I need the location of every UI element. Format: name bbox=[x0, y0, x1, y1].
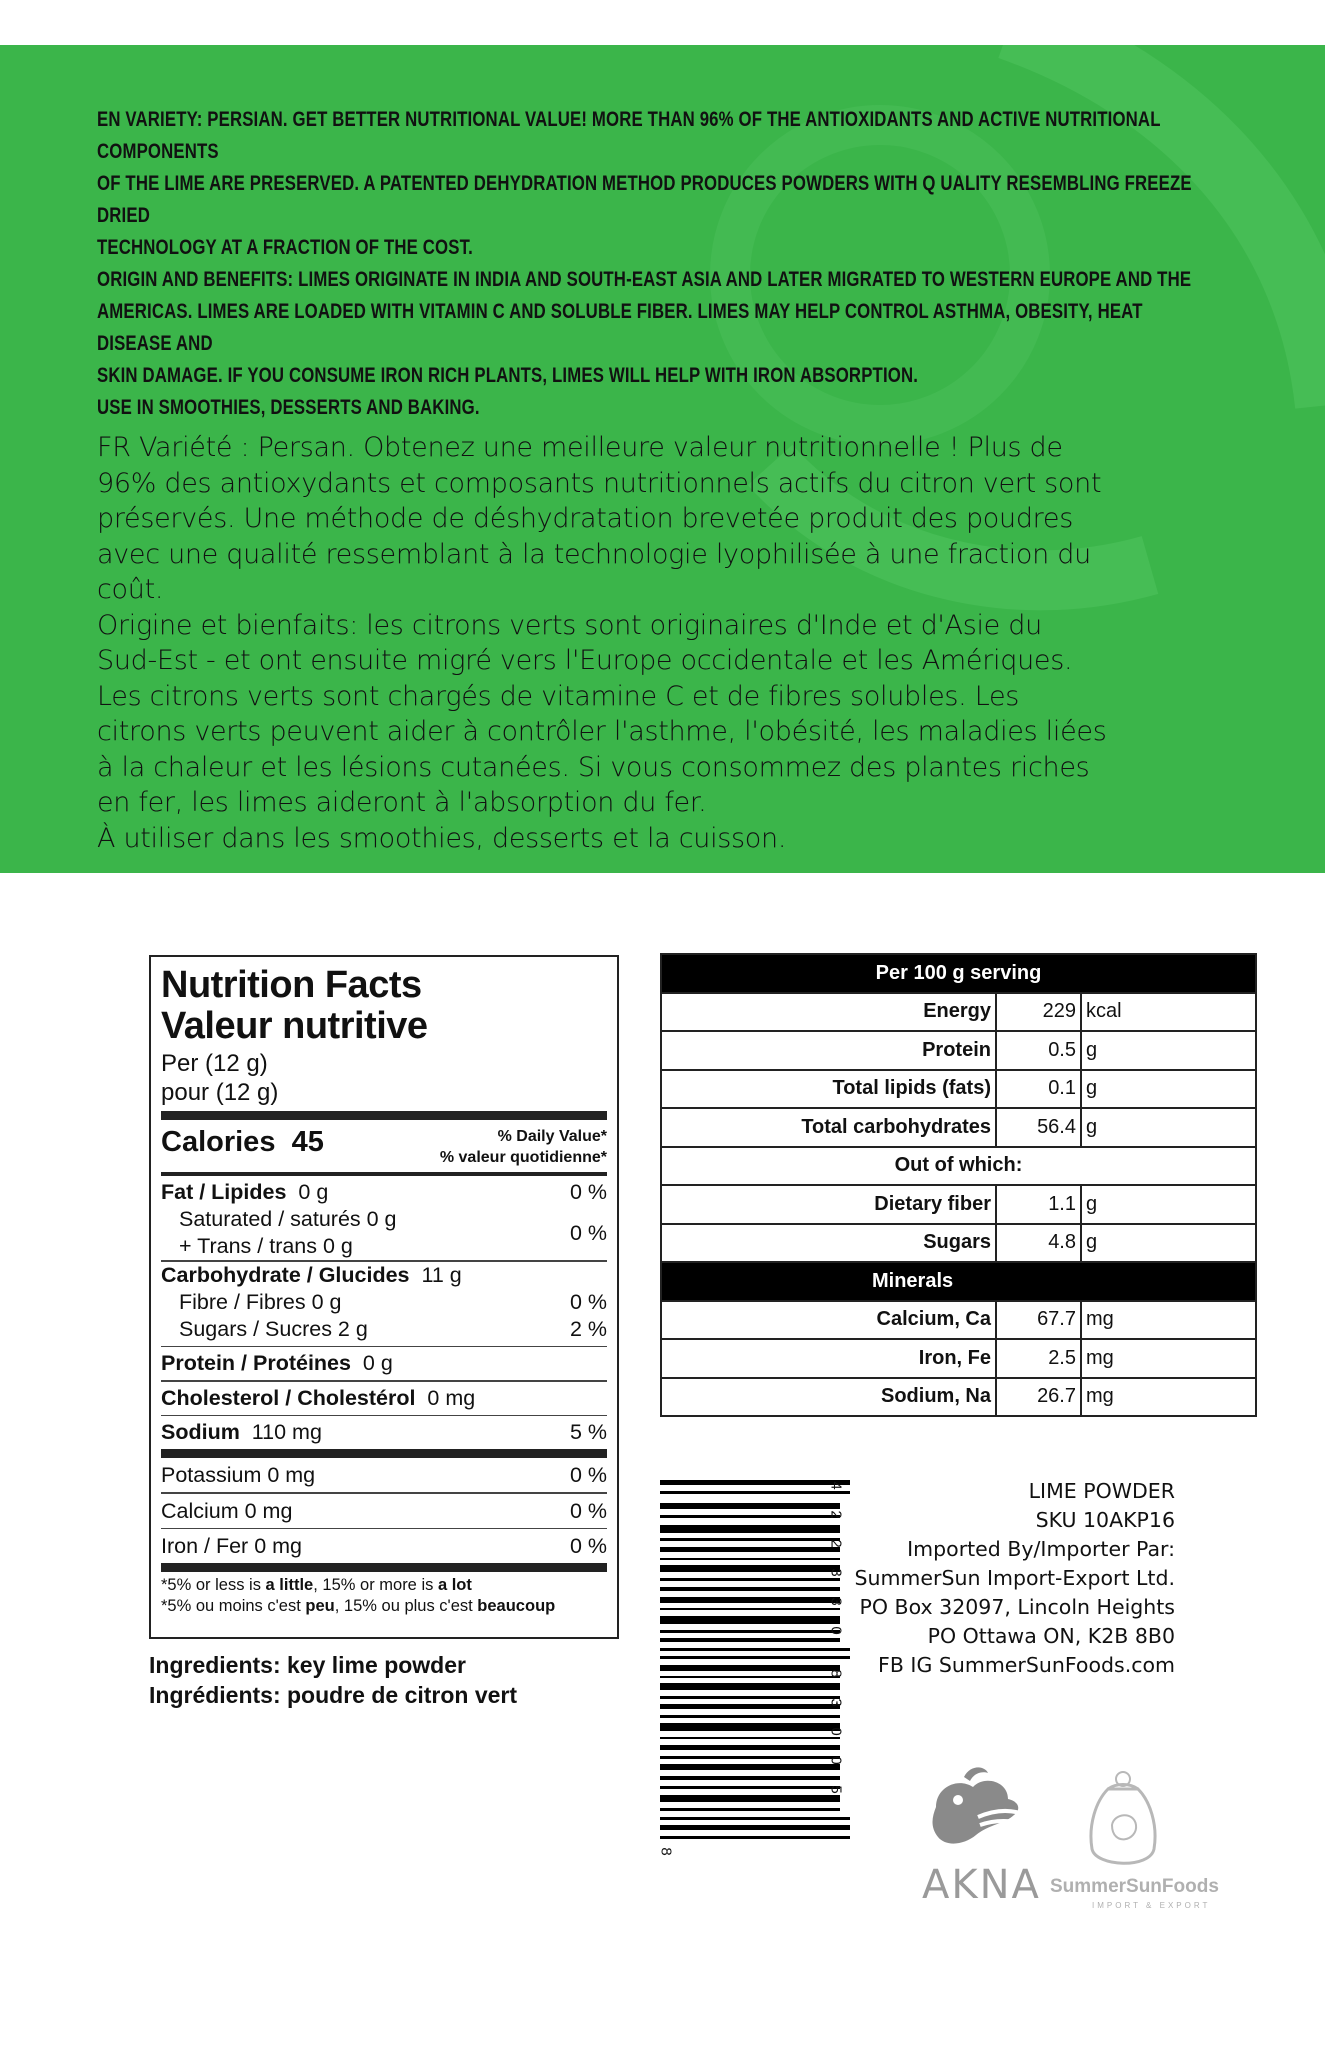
trans-row bbox=[161, 1233, 607, 1260]
row-label: Total carbohydrates bbox=[661, 1108, 996, 1147]
fr-line: Les citrons verts sont chargés de vitamine C et de fibres solubles. Les bbox=[97, 680, 1020, 712]
row-unit: g bbox=[1081, 1070, 1256, 1109]
cholesterol-label: Cholesterol / Cholestérol bbox=[161, 1385, 416, 1410]
barcode-digit: 2 bbox=[827, 1539, 845, 1548]
iron-row bbox=[161, 1529, 607, 1563]
akna-bird-logo-icon bbox=[918, 1765, 1028, 1860]
en-line: OF THE LIME ARE PRESERVED. A PATENTED DEHYDRATION METHOD PRODUCES POWDERS WITH Q UALITY RESEMBLING FREEZE DRIED bbox=[97, 171, 1192, 227]
divider bbox=[161, 1111, 607, 1120]
iron-label: Iron / Fer 0 mg bbox=[161, 1534, 302, 1558]
sku: SKU 10AKP16 bbox=[1035, 1508, 1175, 1532]
fr-line: citrons verts peuvent aider à contrôler l'asthme, l'obésité, les maladies liées bbox=[97, 716, 1107, 747]
en-line: AMERICAS. LIMES ARE LOADED WITH VITAMIN C AND SOLUBLE FIBER. LIMES MAY HELP CONTROL ASTHMA, OBESITY, HEAT DISEASE AND bbox=[97, 299, 1143, 355]
row-unit: g bbox=[1081, 1108, 1256, 1147]
row-label: Iron, Fe bbox=[661, 1339, 996, 1378]
row-value: 229 bbox=[996, 993, 1081, 1032]
fr-line: coût. bbox=[97, 574, 164, 605]
row-value: 67.7 bbox=[996, 1301, 1081, 1340]
fat-dv: 0 % bbox=[569, 1180, 607, 1204]
calories-value: 45 bbox=[291, 1126, 324, 1158]
en-line: EN VARIETY: PERSIAN. GET BETTER NUTRITIONAL VALUE! MORE THAN 96% OF THE ANTIOXIDANTS AND ACTIVE NUTRITIONAL COMPONENTS bbox=[97, 107, 1161, 163]
table-row bbox=[661, 1108, 1256, 1147]
cholesterol-value: 0 mg bbox=[427, 1385, 476, 1410]
fibre-label: Fibre / Fibres 0 g bbox=[179, 1289, 342, 1314]
calories-row bbox=[161, 1120, 607, 1172]
barcode-digit: 3 bbox=[827, 1568, 845, 1577]
carbohydrate-label: Carbohydrate / Glucides bbox=[161, 1262, 410, 1287]
ingredients-fr: Ingrédients: poudre de citron vert bbox=[149, 1682, 518, 1708]
sugars-label: Sugars / Sucres 2 g bbox=[179, 1316, 368, 1341]
french-description bbox=[97, 430, 1257, 856]
product-name: LIME POWDER bbox=[1028, 1479, 1175, 1503]
website-link: FB IG SummerSunFoods.com bbox=[878, 1653, 1175, 1677]
saturated-dv: 0 % bbox=[569, 1221, 607, 1245]
fr-line: en fer, les limes aideront à l'absorption du fer. bbox=[97, 787, 707, 818]
nutrition-title-fr: Valeur nutritive bbox=[161, 1005, 428, 1047]
barcode-digit: 3 bbox=[827, 1698, 845, 1707]
table-row bbox=[661, 1378, 1256, 1417]
calcium-label: Calcium 0 mg bbox=[161, 1498, 293, 1523]
row-label: Sugars bbox=[661, 1224, 996, 1263]
sodium-row bbox=[161, 1416, 607, 1449]
fat-row bbox=[161, 1179, 607, 1206]
per-100g-table bbox=[660, 953, 1257, 1417]
barcode-digit: 3 bbox=[827, 1597, 845, 1606]
calcium-row bbox=[161, 1494, 607, 1528]
serving-size-fr: pour (12 g) bbox=[161, 1079, 279, 1106]
divider bbox=[161, 1172, 607, 1176]
protein-value: 0 g bbox=[362, 1351, 393, 1375]
description-panel bbox=[0, 45, 1325, 873]
row-value: 0.5 bbox=[996, 1031, 1081, 1070]
ingredients-en: Ingredients: key lime powder bbox=[149, 1652, 466, 1678]
row-value: 26.7 bbox=[996, 1378, 1081, 1417]
fibre-dv: 0 % bbox=[569, 1289, 607, 1314]
fr-line: avec une qualité ressemblant à la technologie lyophilisée à une fraction du bbox=[97, 538, 1091, 570]
barcode-digits bbox=[657, 1475, 852, 1865]
footnote-bold: a little bbox=[265, 1576, 314, 1594]
nutrition-facts-panel bbox=[149, 955, 619, 1639]
potassium-row bbox=[161, 1458, 607, 1492]
table-row bbox=[661, 1031, 1256, 1070]
protein-row bbox=[161, 1347, 607, 1380]
summersun-logo-text: SummerSunFoods bbox=[1050, 1876, 1219, 1897]
fr-line: Sud-Est - et ont ensuite migré vers l'Europe occidentale et les Amériques. bbox=[97, 645, 1073, 676]
serving-size-en: Per (12 g) bbox=[161, 1050, 268, 1077]
address-line: SummerSun Import-Export Ltd. bbox=[854, 1566, 1175, 1590]
barcode-digit: 0 bbox=[827, 1727, 845, 1736]
fr-line: à la chaleur et les lésions cutanées. Si vous consommez des plantes riches bbox=[97, 751, 1090, 783]
row-label: Calcium, Ca bbox=[661, 1301, 996, 1340]
fr-line: préservés. Une méthode de déshydratation brevetée produit des poudres bbox=[97, 503, 1073, 534]
protein-label: Protein / Protéines bbox=[161, 1351, 351, 1375]
fat-value: 0 g bbox=[298, 1180, 329, 1204]
footnote-bold: a lot bbox=[437, 1576, 472, 1594]
footnote-text: *5% ou moins c'est bbox=[161, 1597, 306, 1615]
address-line: Imported By/Importer Par: bbox=[907, 1537, 1175, 1561]
daily-value-header-en: % Daily Value* bbox=[497, 1128, 607, 1145]
nutrition-title-en: Nutrition Facts bbox=[161, 964, 422, 1006]
iron-dv: 0 % bbox=[569, 1534, 607, 1558]
en-line: TECHNOLOGY AT A FRACTION OF THE COST. bbox=[97, 235, 473, 259]
fat-label: Fat / Lipides bbox=[161, 1180, 287, 1204]
row-value: 2.5 bbox=[996, 1339, 1081, 1378]
barcode-digit: 0 bbox=[827, 1626, 845, 1635]
fr-line: 96% des antioxydants et composants nutritionnels actifs du citron vert sont bbox=[97, 467, 1102, 499]
barcode-digit: 2 bbox=[827, 1510, 845, 1519]
sodium-value: 110 mg bbox=[251, 1420, 322, 1444]
sodium-label: Sodium bbox=[161, 1420, 240, 1444]
footnote-bold: peu bbox=[305, 1597, 335, 1615]
fr-line: Origine et bienfaits: les citrons verts sont originaires d'Inde et d'Asie du bbox=[97, 609, 1042, 641]
row-label: Sodium, Na bbox=[661, 1378, 996, 1417]
row-label: Total lipids (fats) bbox=[661, 1070, 996, 1109]
footnote-text: , 15% or more is bbox=[313, 1576, 438, 1594]
calcium-dv: 0 % bbox=[569, 1498, 607, 1523]
divider bbox=[161, 1449, 607, 1458]
row-unit: g bbox=[1081, 1185, 1256, 1224]
fr-line: FR Variété : Persan. Obtenez une meilleure valeur nutritionnelle ! Plus de bbox=[97, 432, 1063, 463]
table-row bbox=[661, 1185, 1256, 1224]
calories-label: Calories bbox=[161, 1126, 276, 1158]
akna-logo-text: AKNA bbox=[922, 1862, 1041, 1908]
row-unit: g bbox=[1081, 1224, 1256, 1263]
address-line: PO Box 32097, Lincoln Heights bbox=[859, 1595, 1175, 1619]
potassium-label: Potassium 0 mg bbox=[161, 1463, 316, 1487]
saturated-label: Saturated / saturés 0 g bbox=[179, 1207, 397, 1231]
carbohydrate-value: 11 g bbox=[421, 1262, 462, 1287]
daily-value-header-fr: % valeur quotidienne* bbox=[439, 1149, 607, 1166]
carbohydrate-row bbox=[161, 1262, 607, 1289]
row-value: 0.1 bbox=[996, 1070, 1081, 1109]
row-label: Protein bbox=[661, 1031, 996, 1070]
minerals-header: Minerals bbox=[661, 1262, 1256, 1301]
summersun-logo-subtext: IMPORT & EXPORT bbox=[1092, 1901, 1211, 1910]
footnote-bold: beaucoup bbox=[477, 1597, 556, 1615]
divider bbox=[161, 1563, 607, 1572]
row-value: 4.8 bbox=[996, 1224, 1081, 1263]
barcode-digit: 0 bbox=[827, 1756, 845, 1765]
table-row bbox=[661, 1301, 1256, 1340]
table-subheader: Out of which: bbox=[661, 1147, 1256, 1186]
barcode-digit: 8 bbox=[827, 1669, 845, 1678]
footnote bbox=[161, 1572, 607, 1617]
row-unit: g bbox=[1081, 1031, 1256, 1070]
row-value: 1.1 bbox=[996, 1185, 1081, 1224]
row-unit: mg bbox=[1081, 1301, 1256, 1340]
cholesterol-row bbox=[161, 1382, 607, 1415]
summersun-sack-logo-icon bbox=[1050, 1765, 1200, 1875]
row-label: Energy bbox=[661, 993, 996, 1032]
row-unit: kcal bbox=[1081, 993, 1256, 1032]
row-value: 56.4 bbox=[996, 1108, 1081, 1147]
footnote-text: , 15% ou plus c'est bbox=[334, 1597, 478, 1615]
table-header: Per 100 g serving bbox=[661, 954, 1256, 993]
en-line: SKIN DAMAGE. IF YOU CONSUME IRON RICH PLANTS, LIMES WILL HELP WITH IRON ABSORPTION. bbox=[97, 363, 919, 387]
english-description bbox=[97, 103, 1220, 423]
table-row bbox=[661, 1070, 1256, 1109]
fibre-row bbox=[161, 1289, 607, 1316]
importer-address bbox=[854, 1477, 1175, 1680]
address-line: PO Ottawa ON, K2B 8B0 bbox=[927, 1624, 1175, 1648]
row-unit: mg bbox=[1081, 1378, 1256, 1417]
table-row bbox=[661, 993, 1256, 1032]
potassium-dv: 0 % bbox=[569, 1463, 607, 1487]
footnote-text: *5% or less is bbox=[161, 1576, 266, 1594]
sugars-dv: 2 % bbox=[569, 1316, 607, 1341]
sodium-dv: 5 % bbox=[569, 1420, 607, 1444]
barcode-digit: 8 bbox=[657, 1847, 675, 1856]
barcode-digit: 4 bbox=[827, 1481, 845, 1490]
trans-label: + Trans / trans 0 g bbox=[179, 1234, 353, 1258]
fr-line: À utiliser dans les smoothies, desserts et la cuisson. bbox=[97, 822, 787, 854]
table-row bbox=[661, 1224, 1256, 1263]
en-line: ORIGIN AND BENEFITS: LIMES ORIGINATE IN INDIA AND SOUTH-EAST ASIA AND LATER MIGRATED TO WESTERN EUROPE AND THE bbox=[97, 267, 1192, 291]
row-label: Dietary fiber bbox=[661, 1185, 996, 1224]
sugars-row bbox=[161, 1316, 607, 1343]
table-row bbox=[661, 1339, 1256, 1378]
ingredients bbox=[149, 1650, 517, 1710]
row-unit: mg bbox=[1081, 1339, 1256, 1378]
barcode-digit: 5 bbox=[827, 1785, 845, 1794]
en-line: USE IN SMOOTHIES, DESSERTS AND BAKING. bbox=[97, 395, 480, 419]
